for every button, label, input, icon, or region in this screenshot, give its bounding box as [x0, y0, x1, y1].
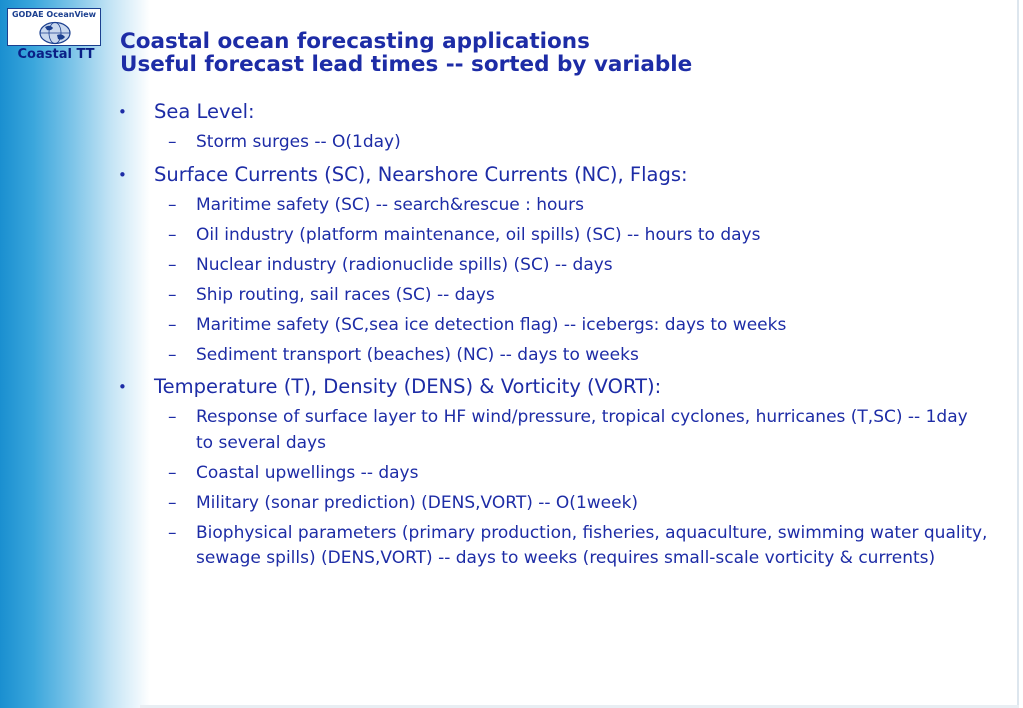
list-item-text: Oil industry (platform maintenance, oil spills) (SC) -- hours to days — [196, 224, 761, 245]
title-line-1: Coastal ocean forecasting applications — [120, 29, 590, 54]
dash-icon: – — [168, 492, 177, 513]
dash-icon: – — [168, 254, 177, 275]
dash-icon: – — [168, 407, 177, 427]
bullet-icon: • — [118, 103, 127, 121]
list-item — [118, 461, 988, 487]
section-currents — [118, 162, 988, 188]
dash-icon: – — [168, 194, 177, 215]
dash-icon: – — [168, 522, 177, 543]
list-item — [118, 253, 988, 279]
section-heading: Surface Currents (SC), Nearshore Currents (NC), Flags: — [154, 162, 688, 186]
section-temperature-density — [118, 374, 988, 400]
bullet-icon: • — [118, 165, 127, 184]
globe-icon — [38, 21, 72, 45]
list-item — [118, 223, 988, 249]
bullet-list — [118, 99, 988, 572]
list-item — [118, 343, 988, 369]
godae-logo — [7, 8, 101, 46]
dash-icon: – — [168, 284, 177, 305]
list-item-text: Biophysical parameters (primary production, fisheries, aquaculture, swimming water quality, sewage spills) (DENS,VORT) -- days to weeks (requires small-scale vorticity & currents) — [196, 522, 988, 568]
list-item-text: Storm surges -- O(1day) — [196, 132, 401, 152]
dash-icon: – — [168, 314, 177, 335]
list-item-text: Coastal upwellings -- days — [196, 462, 419, 483]
list-item-text: Ship routing, sail races (SC) -- days — [196, 284, 495, 305]
bullet-icon: • — [118, 378, 127, 396]
dash-icon: – — [168, 344, 177, 365]
section-sea-level — [118, 99, 988, 125]
list-item — [118, 130, 988, 156]
dash-icon: – — [168, 224, 177, 245]
list-item — [118, 491, 988, 517]
section-heading: Temperature (T), Density (DENS) & Vorticity (VORT): — [154, 375, 662, 398]
list-item-text: Nuclear industry (radionuclide spills) (SC) -- days — [196, 254, 613, 275]
section-heading: Sea Level: — [154, 100, 255, 123]
list-item — [118, 521, 988, 572]
logo-brand-text: GODAE OceanView — [11, 10, 97, 19]
slide-title — [120, 30, 1000, 76]
slide-frame-right — [1017, 0, 1019, 708]
dash-icon: – — [168, 132, 177, 152]
list-item — [118, 405, 988, 456]
list-item — [118, 193, 988, 219]
list-item-text: Response of surface layer to HF wind/pressure, tropical cyclones, hurricanes (T,SC) -- 1day to several days — [196, 407, 968, 453]
title-line-2: Useful forecast lead times -- sorted by variable — [120, 52, 693, 77]
dash-icon: – — [168, 462, 177, 483]
list-item — [118, 283, 988, 309]
list-item-text: Sediment transport (beaches) (NC) -- days to weeks — [196, 344, 639, 365]
list-item — [118, 313, 988, 339]
list-item-text: Maritime safety (SC) -- search&rescue : hours — [196, 194, 585, 215]
list-item-text: Military (sonar prediction) (DENS,VORT) -- O(1week) — [196, 492, 639, 513]
list-item-text: Maritime safety (SC,sea ice detection flag) -- icebergs: days to weeks — [196, 314, 787, 335]
logo-caption: Coastal TT — [17, 47, 95, 62]
